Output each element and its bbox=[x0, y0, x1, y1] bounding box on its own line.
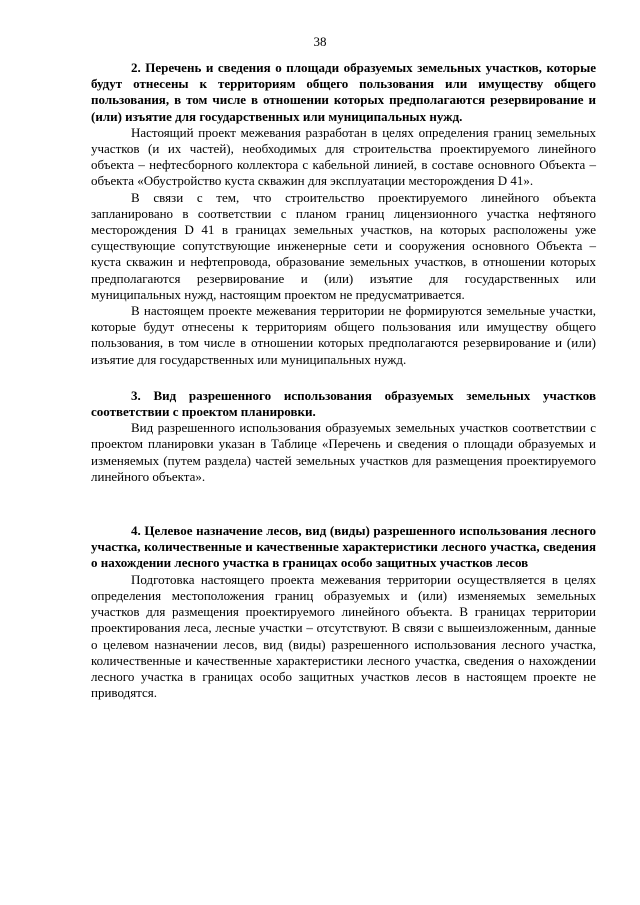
document-body bbox=[91, 60, 596, 701]
section-4-heading: 4. Целевое назначение лесов, вид (виды) разрешенного использования лесного участка, количественные и качественные характеристики лесного участка, сведения о нахождении лесного участка в границах особо защитных участков лесов bbox=[91, 523, 596, 571]
section-3-paragraph-1: Вид разрешенного использования образуемых земельных участков соответствии с проектом планировки указан в Таблице «Перечень и сведения о площади образуемых и изменяемых (путем раздела) частей земельных участков для размещения проектируемого линейного объекта». bbox=[91, 420, 596, 484]
section-spacer bbox=[91, 485, 596, 523]
section-4-paragraph-1: Подготовка настоящего проекта межевания территории осуществляется в целях определения местоположения границ образуемых и (или) изменяемых земельных участков для размещения проектируемого линейного объекта. В границах территории проектирования леса, лесные участки – отсутствуют. В связи с вышеизложенным, данные о целевом назначении лесов, вид (виды) разрешенного использования лесного участка, количественные и качественные характеристики лесного участка, сведения о нахождении лесного участка в границах особо защитных участков лесов в настоящем проекте не приводятся. bbox=[91, 571, 596, 701]
page-number: 38 bbox=[313, 34, 327, 49]
section-2-paragraph-3: В настоящем проекте межевания территории не формируются земельные участки, которые будут отнесены к территориям общего пользования или имуществу общего пользования, в том числе в отношении которых предполагаются резервирование и (или) изъятие для государственных или муниципальных нужд. bbox=[91, 303, 596, 367]
section-2-paragraph-1: Настоящий проект межевания разработан в целях определения границ земельных участков (и их частей), необходимых для строительства проектируемого линейного объекта – нефтесборного коллектора с кабельной линией, в составе основного Объекта – объекта «Обустройство куста скважин для эксплуатации месторождения D 41». bbox=[91, 124, 596, 189]
section-3-heading: 3. Вид разрешенного использования образуемых земельных участков соответствии с проектом планировки. bbox=[91, 387, 596, 420]
section-spacer bbox=[91, 368, 596, 388]
section-2-paragraph-2: В связи с тем, что строительство проектируемого линейного объекта запланировано в соответствии с планом границ лицензионного участка нефтяного месторождения D 41 в границах земельных участков, на которых расположены уже существующие сопутствующие инженерные сети и сооружения основного Объекта – куста скважин и нефтепровода, образование земельных участков, в отношении которых предполагаются резервирование и (или) изъятие для государственных или муниципальных нужд, настоящим проектом не предусматривается. bbox=[91, 189, 596, 302]
section-2-heading: 2. Перечень и сведения о площади образуемых земельных участков, которые будут отнесены к территориям общего пользования или имуществу общего пользования, в том числе в отношении которых предполагаются резервирование и (или) изъятие для государственных или муниципальных нужд. bbox=[91, 60, 596, 124]
